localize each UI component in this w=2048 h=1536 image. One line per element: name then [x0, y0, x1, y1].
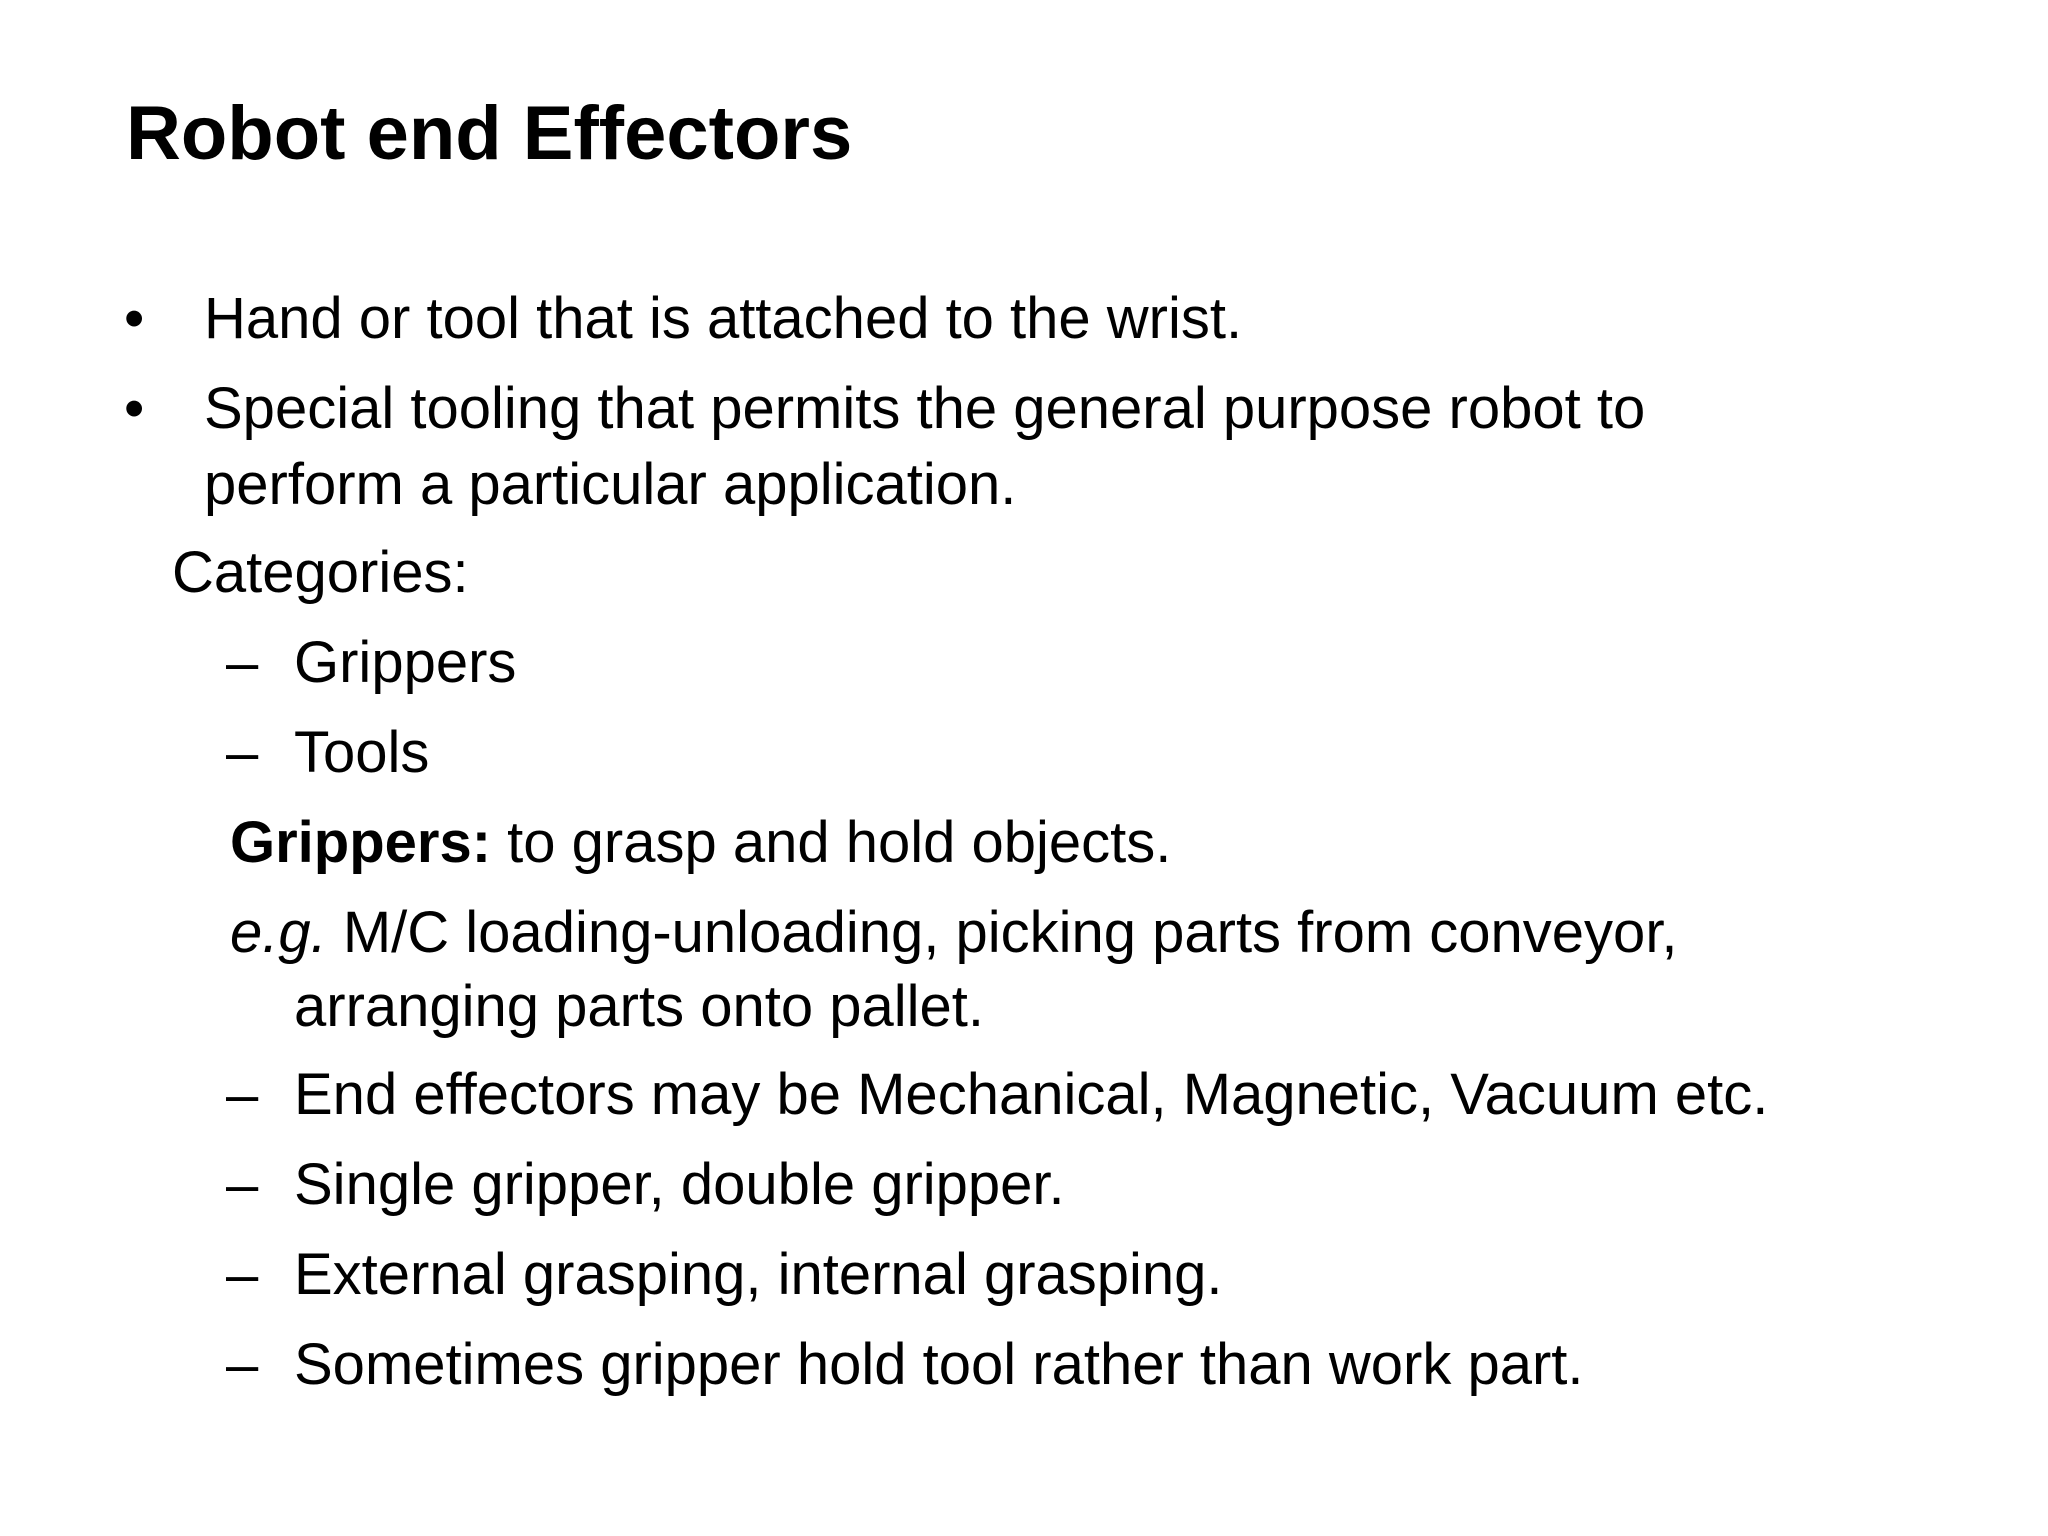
grippers-definition [230, 806, 1171, 880]
example-continuation: arranging parts onto pallet. [294, 974, 984, 1039]
bullet-text: Special tooling that permits the general purpose robot to [204, 376, 1646, 441]
bullet-text: Hand or tool that is attached to the wrist. [204, 286, 1243, 351]
grippers-definition-text: to grasp and hold objects. [491, 810, 1172, 875]
example-text: M/C loading-unloading, picking parts from conveyor, [326, 900, 1678, 965]
grippers-definition-label: Grippers: [230, 810, 492, 875]
bullet-marker: • [124, 286, 145, 351]
sub-point: End effectors may be Mechanical, Magnetic, Vacuum etc. [294, 1062, 1769, 1127]
example-line [230, 896, 1678, 970]
categories-label: Categories: [172, 540, 469, 605]
bullet-marker: • [124, 376, 145, 441]
bullet-text-continuation: perform a particular application. [204, 452, 1017, 517]
sub-point: External grasping, internal grasping. [294, 1242, 1223, 1307]
dash-marker: – [226, 1152, 259, 1217]
dash-marker: – [226, 1332, 259, 1397]
sub-point: Sometimes gripper hold tool rather than work part. [294, 1332, 1584, 1397]
dash-marker: – [226, 720, 259, 785]
sub-point: Single gripper, double gripper. [294, 1152, 1065, 1217]
example-label: e.g. [230, 900, 327, 965]
dash-marker: – [226, 1062, 259, 1127]
category-item-grippers: Grippers [294, 630, 517, 695]
slide-title: Robot end Effectors [126, 91, 853, 176]
dash-marker: – [226, 630, 259, 695]
category-item-tools: Tools [294, 720, 430, 785]
dash-marker: – [226, 1242, 259, 1307]
